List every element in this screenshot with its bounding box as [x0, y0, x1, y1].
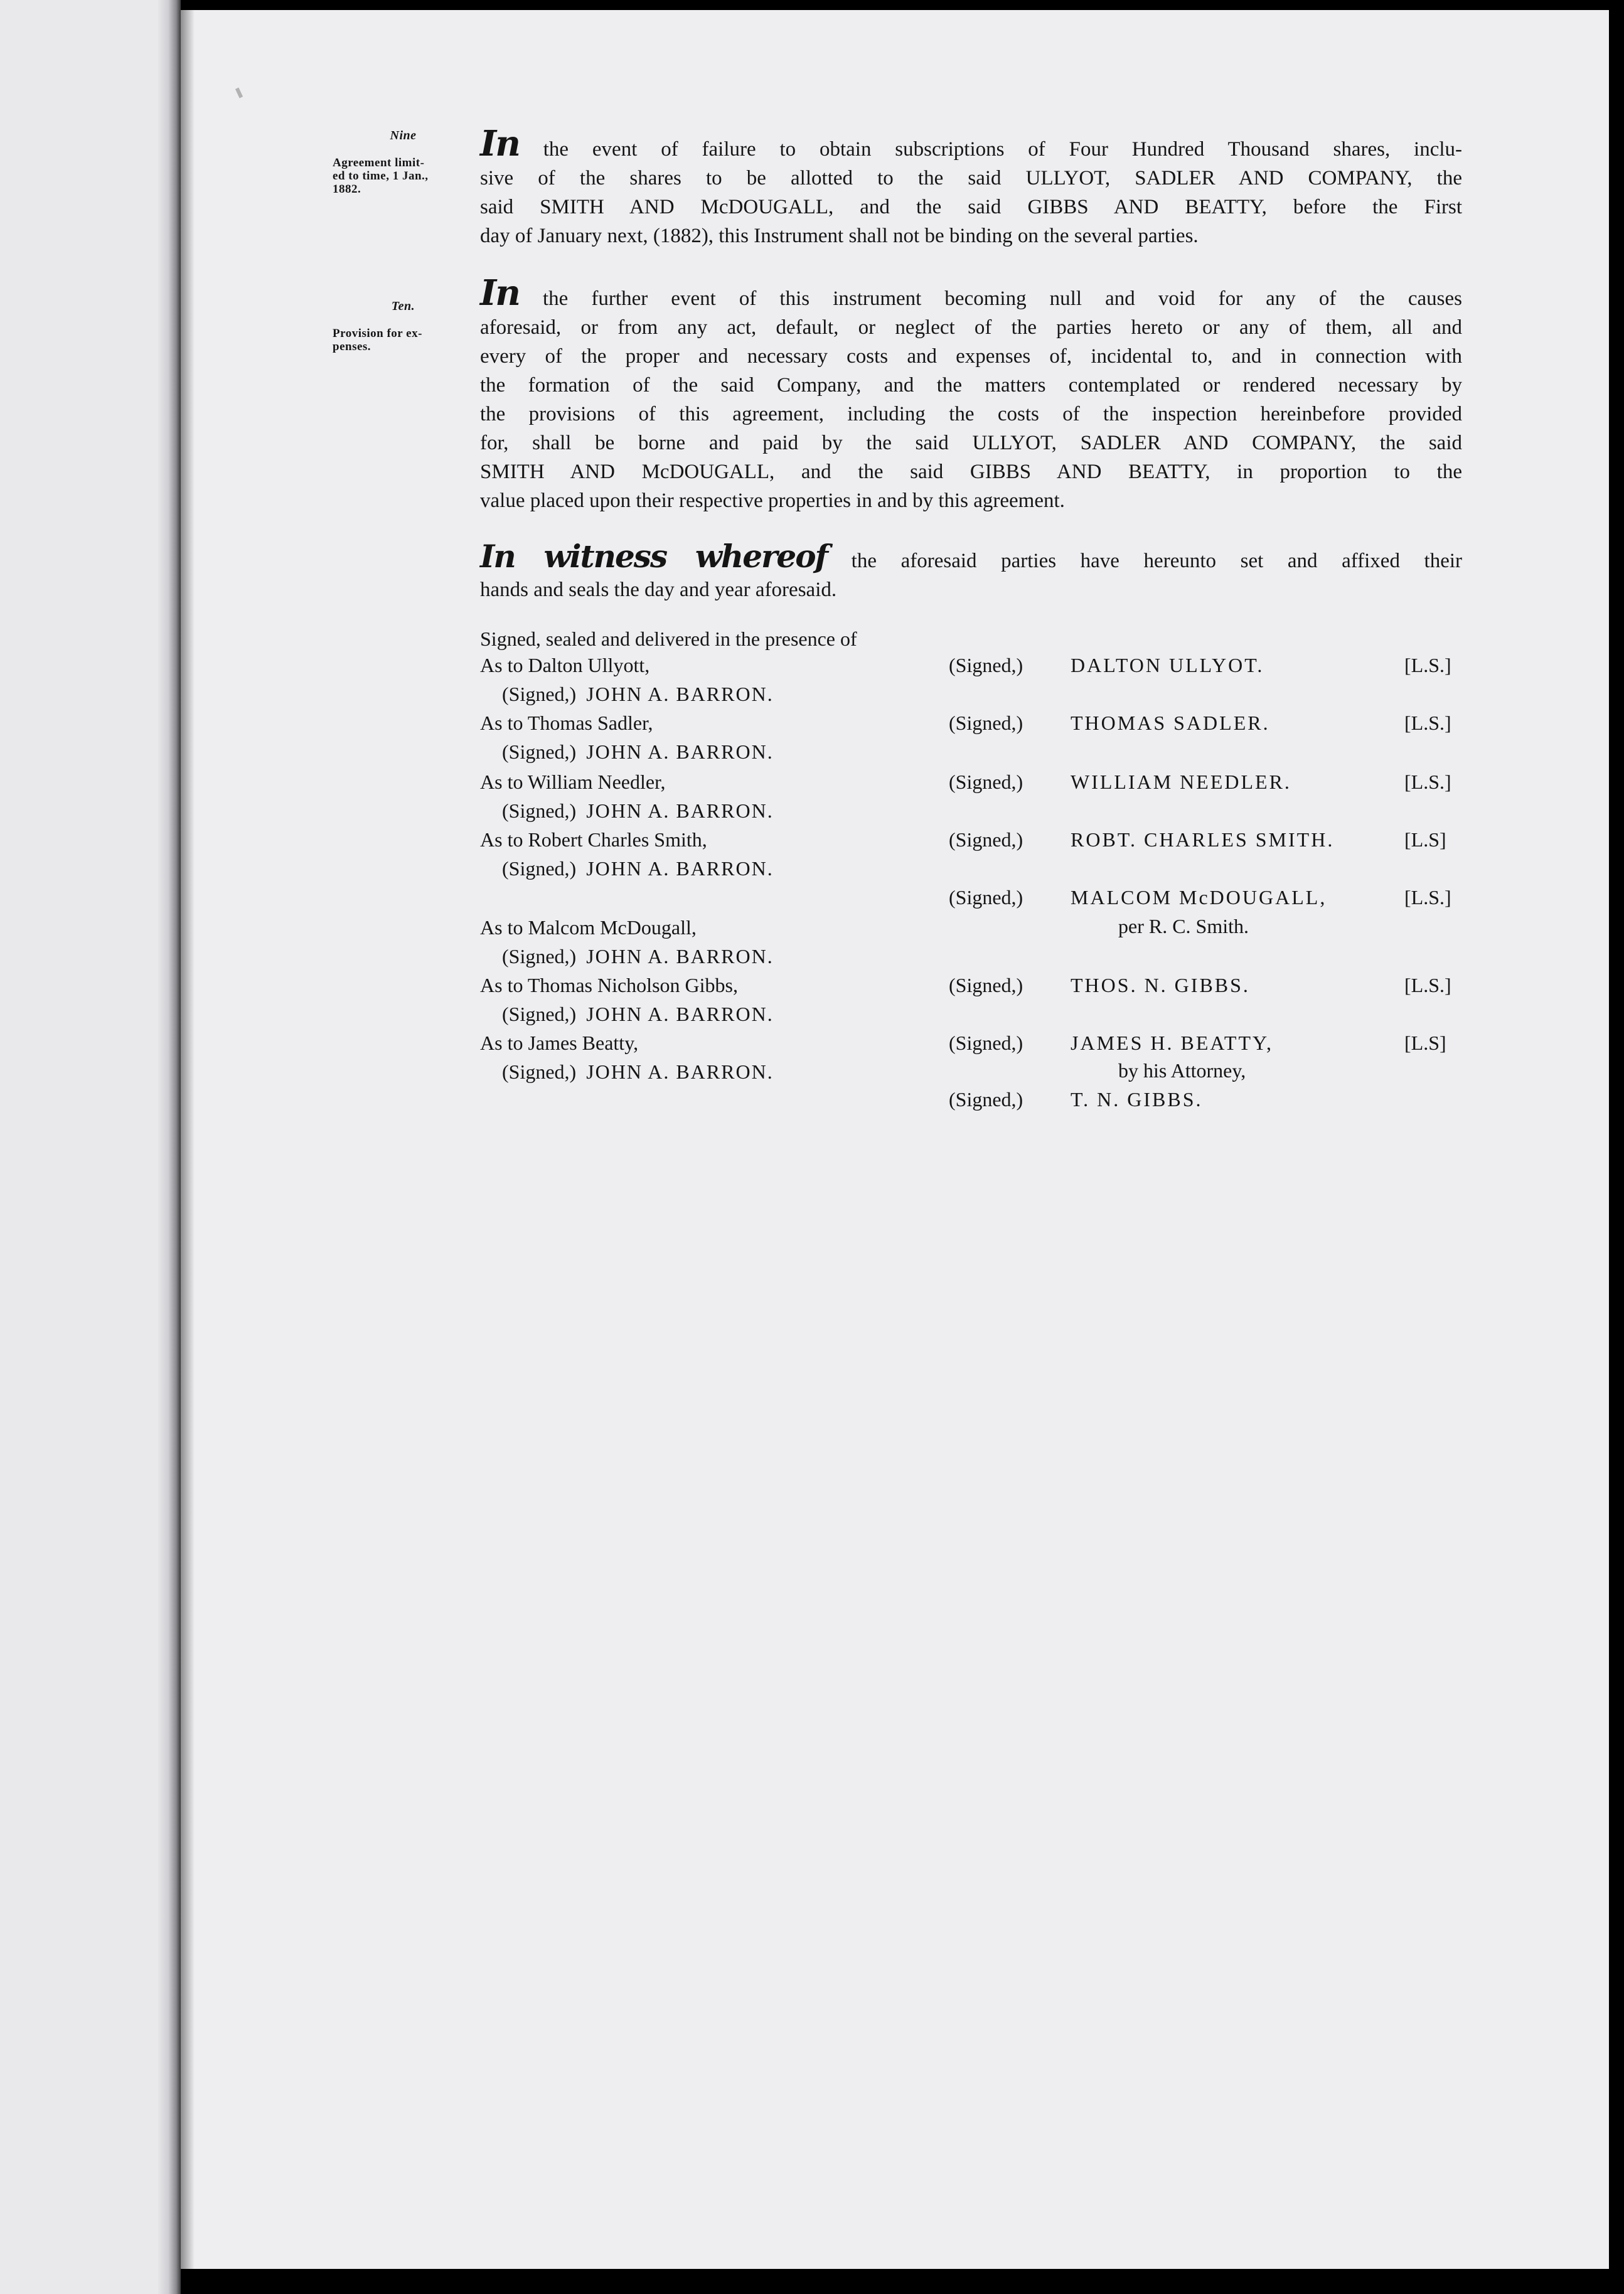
- witness-clause: [480, 538, 1463, 604]
- drop-initial: In: [480, 123, 520, 164]
- margin-note-number: Nine: [390, 129, 417, 142]
- clause-line: aforesaid, or from any act, default, or neglect of the parties hereto or any of them, all and: [480, 316, 1462, 339]
- signer-name: WILLIAM NEEDLER.: [1071, 771, 1291, 793]
- witness-label: As to Malcom McDougall,: [480, 916, 697, 939]
- margin-note-line: 1882.: [333, 183, 361, 196]
- seal-mark: [L.S.]: [1404, 712, 1451, 734]
- signer-signed-tag: (Signed,): [949, 1088, 1023, 1111]
- binding-gutter: [158, 0, 181, 2294]
- clause-line: sive of the shares to be allotted to the said ULLYOT, SADLER AND COMPANY, the: [480, 167, 1462, 189]
- clause-line: the provisions of this agreement, including the costs of the inspection hereinbefore provided: [480, 403, 1462, 425]
- witness-label: As to Robert Charles Smith,: [480, 828, 707, 851]
- signer-name: ROBT. CHARLES SMITH.: [1071, 828, 1335, 851]
- clause-line: In the event of failure to obtain subscriptions of Four Hundred Thousand shares, inclu-: [480, 123, 1462, 164]
- clause-nine: [480, 123, 1462, 250]
- facing-page-edge: [0, 0, 179, 2294]
- signer-signed-tag: (Signed,): [949, 828, 1023, 851]
- signer-name: THOMAS SADLER.: [1071, 712, 1270, 734]
- seal-mark: [L.S.]: [1404, 886, 1451, 909]
- clause-line: SMITH AND McDOUGALL, and the said GIBBS AND BEATTY, in proportion to the: [480, 461, 1462, 483]
- signer-signed-tag: (Signed,): [949, 771, 1023, 793]
- signer-subline: by his Attorney,: [1118, 1059, 1246, 1082]
- witness-heading: In witness whereof: [480, 538, 828, 575]
- clause-line: In the further event of this instrument becoming null and void for any of the causes: [480, 272, 1462, 314]
- witness-label: As to James Beatty,: [480, 1032, 639, 1054]
- signer-signed-tag: (Signed,): [949, 712, 1023, 734]
- signer-signed-tag: (Signed,): [949, 654, 1023, 676]
- witness-signature: (Signed,) JOHN A. BARRON.: [502, 857, 774, 880]
- witness-label: As to Thomas Sadler,: [480, 712, 653, 734]
- drop-initial: In: [480, 272, 520, 314]
- witness-signature: (Signed,) JOHN A. BARRON.: [502, 740, 774, 763]
- signer-signed-tag: (Signed,): [949, 1032, 1023, 1054]
- clause-line: value placed upon their respective properties in and by this agreement.: [480, 489, 1065, 512]
- margin-note-line: Agreement limit-: [333, 156, 425, 169]
- witness-signature: (Signed,) JOHN A. BARRON.: [502, 1003, 774, 1025]
- seal-mark: [L.S]: [1404, 828, 1446, 851]
- clause-line: for, shall be borne and paid by the said ULLYOT, SADLER AND COMPANY, the said: [480, 432, 1462, 454]
- clause-line: In witness whereof the aforesaid parties have hereunto set and affixed their: [480, 538, 1463, 575]
- witness-label: As to Dalton Ullyott,: [480, 654, 650, 676]
- signer-name: DALTON ULLYOT.: [1071, 654, 1264, 676]
- margin-note-line: penses.: [333, 340, 371, 353]
- seal-mark: [L.S]: [1404, 1032, 1446, 1054]
- margin-note-line: ed to time, 1 Jan.,: [333, 169, 429, 183]
- witness-signature: (Signed,) JOHN A. BARRON.: [502, 799, 774, 822]
- seal-mark: [L.S.]: [1404, 654, 1451, 676]
- clause-ten: [480, 272, 1462, 515]
- margin-note-nine: [333, 129, 474, 196]
- witness-signature: (Signed,) JOHN A. BARRON.: [502, 1060, 774, 1083]
- margin-note-number: Ten.: [391, 299, 415, 313]
- page-edge-shadow: [181, 10, 195, 2269]
- witness-signature: (Signed,) JOHN A. BARRON.: [502, 945, 774, 968]
- clause-line: hands and seals the day and year aforesaid.: [480, 579, 837, 601]
- clause-line: day of January next, (1882), this Instrument shall not be binding on the several parties.: [480, 225, 1199, 247]
- seal-mark: [L.S.]: [1404, 974, 1451, 996]
- clause-line: the formation of the said Company, and the matters contemplated or rendered necessary by: [480, 374, 1462, 397]
- witness-label: As to Thomas Nicholson Gibbs,: [480, 974, 738, 996]
- signer-name: T. N. GIBBS.: [1071, 1088, 1203, 1111]
- margin-note-ten: [333, 300, 474, 353]
- witness-signature: (Signed,) JOHN A. BARRON.: [502, 683, 774, 705]
- clause-line: every of the proper and necessary costs and expenses of, incidental to, and in connection with: [480, 345, 1462, 368]
- signer-subline: per R. C. Smith.: [1118, 915, 1249, 937]
- signer-name: JAMES H. BEATTY,: [1071, 1032, 1273, 1054]
- signer-name: MALCOM McDOUGALL,: [1071, 886, 1327, 909]
- signer-name: THOS. N. GIBBS.: [1071, 974, 1250, 996]
- signature-intro: Signed, sealed and delivered in the presence of: [480, 627, 857, 650]
- witness-label: As to William Needler,: [480, 771, 666, 793]
- signer-signed-tag: (Signed,): [949, 886, 1023, 909]
- seal-mark: [L.S.]: [1404, 771, 1451, 793]
- margin-note-line: Provision for ex-: [333, 327, 422, 340]
- clause-line: said SMITH AND McDOUGALL, and the said GIBBS AND BEATTY, before the First: [480, 196, 1462, 218]
- signer-signed-tag: (Signed,): [949, 974, 1023, 996]
